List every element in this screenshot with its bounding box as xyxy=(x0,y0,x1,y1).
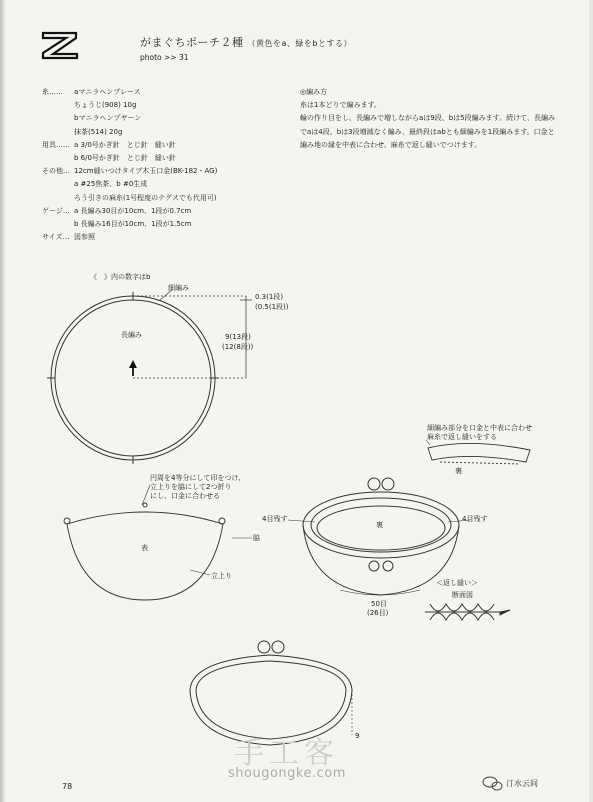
label-remain-left: 4目残す xyxy=(262,515,288,523)
page-number: 78 xyxy=(62,782,73,791)
label-front: 表 xyxy=(141,544,148,552)
title-subtitle: （黄色をa、緑をbとする） xyxy=(247,39,352,48)
backstitch-diagram xyxy=(425,604,510,620)
materials-label: 糸…… xyxy=(42,88,63,96)
materials-text: ろう引きの麻糸(1号程度のテグスでも代用可) xyxy=(74,193,217,202)
label-double-crochet: 長編み xyxy=(121,331,142,339)
label-remain-right: 4目残す xyxy=(462,515,488,523)
materials-label: その他… xyxy=(42,167,70,176)
materials-text: 抹茶(514) 20g xyxy=(74,127,123,136)
section-letter: Z xyxy=(40,30,41,31)
materials-label: ゲージ… xyxy=(42,206,70,215)
attach-note-2: 麻糸で返し縫いをする xyxy=(427,433,497,441)
materials-label: 用具…… xyxy=(42,140,70,149)
watermark-brand: 手工客 xyxy=(234,736,339,771)
materials-text: ちょうじ(908) 10g xyxy=(74,101,137,110)
label-side: 脇 xyxy=(253,534,260,542)
materials-text: 図参照 xyxy=(74,233,95,242)
materials-text: a 長編み30目が10cm、1段が0.7cm xyxy=(74,206,192,215)
fold-note-2: 立上りを脇にして2つ折り xyxy=(150,483,232,491)
circle-diagram xyxy=(47,290,252,464)
materials-text: a #25焦茶、b #0生成 xyxy=(74,180,148,189)
method-line-1: 糸は1本どりで編みます。 xyxy=(300,101,381,110)
diagram-note: 《 》内の数字はb xyxy=(90,273,151,281)
label-stitch-a: 50目 xyxy=(371,600,387,608)
attach-note-1: 細編み部分を口金と中表に合わせ xyxy=(427,424,532,432)
folded-pouch-diagram xyxy=(64,485,252,600)
materials-text: bマニラヘンプヤーン xyxy=(74,114,142,123)
method-line-2: 輪の作り目をし、長編みで増しながらaは9段、bは5段編みます。続けて、長編みでaは4段、bは3段増減なく編み、最終段はabとも細編みを1段編みます。口金と編み地の縁を中表に合わせ、麻糸で返し縫いでつけます。 xyxy=(300,114,555,149)
label-single-crochet: 細編み xyxy=(168,284,189,292)
backstitch-title: ＜返し縫い＞ xyxy=(436,579,478,587)
label-stitch-b: (26目) xyxy=(367,609,389,617)
label-back-inner: 裏 xyxy=(376,521,383,529)
materials-label: サイズ… xyxy=(42,233,70,242)
materials-text: aマニラヘンプレース xyxy=(74,88,141,96)
dim-top-a: 0.3(1段) xyxy=(255,293,284,301)
dim-side-a: 9(13段) xyxy=(225,333,251,341)
fold-note-1: 円周を4等分にして印をつけ、 xyxy=(150,474,246,482)
label-back-detail: 裏 xyxy=(455,467,462,475)
photo-reference: photo >> 31 xyxy=(140,53,189,62)
bottom-dim-label: 9 xyxy=(355,732,360,740)
watermark-url: shougongke.com xyxy=(228,766,346,781)
wechat-logo-icon xyxy=(483,777,502,790)
dim-top-b: (0.5(1段)) xyxy=(255,303,289,311)
frame-detail-diagram xyxy=(426,440,530,464)
materials-text: b 長編み16目が10cm、1段が1.5cm xyxy=(74,220,192,229)
method-heading: ◎編み方 xyxy=(300,88,328,96)
cross-section-label: 断面図 xyxy=(452,591,473,599)
label-rise: 立上り xyxy=(211,572,232,580)
fold-note-3: にし、口金に合わせる xyxy=(150,492,220,500)
materials-text: b 6/0号かぎ針 とじ針 縫い針 xyxy=(74,154,176,163)
title-text: がまぐちポーチ２種 xyxy=(140,36,244,49)
wechat-account-label: 汀水云间 xyxy=(506,779,538,788)
materials-text: 12cm縫いつけタイプ木玉口金(BK-182・AG) xyxy=(74,167,218,176)
materials-text: a 3/0号かぎ針 とじ針 縫い針 xyxy=(74,140,176,149)
dim-side-b: (12(8段)) xyxy=(222,343,254,351)
